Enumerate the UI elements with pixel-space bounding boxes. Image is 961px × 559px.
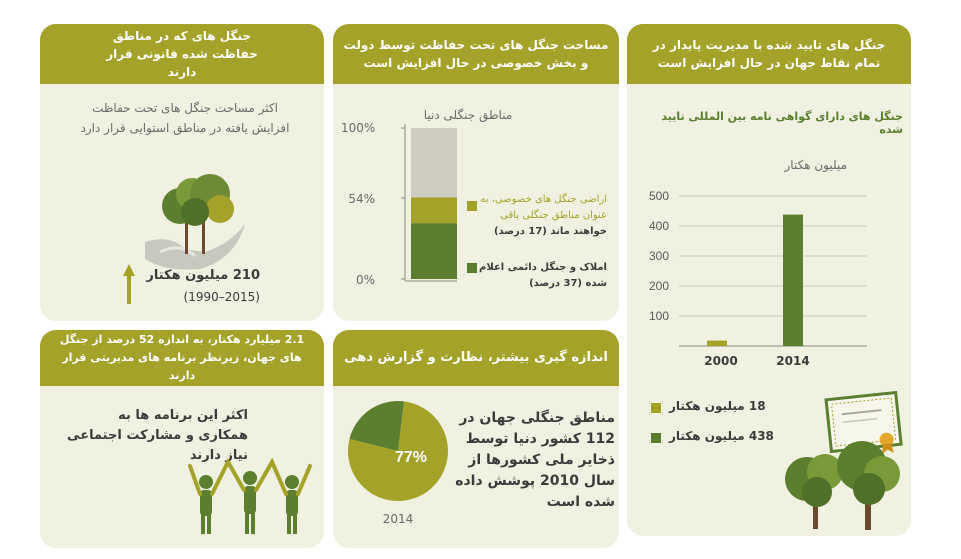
management-panel	[40, 330, 324, 548]
ytick-label: 300	[648, 249, 670, 263]
ytick-label: 200	[648, 279, 670, 293]
legend-2000: 18 میلیون هکتار	[669, 399, 766, 413]
xtick-2014: 2014	[776, 354, 810, 368]
protected-areas-panel	[40, 24, 324, 321]
bar-segment-permanent	[411, 223, 457, 279]
legend-swatch-private	[467, 201, 477, 211]
legend-permanent: املاک و جنگل دائمی اعلام شده (37 درصد)	[479, 262, 607, 289]
bar-2000	[707, 341, 727, 346]
protected-areas-header: جنگل های که در مناطق حفاظت شده قانونی قرار دارند	[40, 24, 324, 84]
xtick-2000: 2000	[704, 354, 738, 368]
legend-swatch-2000	[651, 403, 661, 413]
stacked-ytick: 54%	[348, 192, 375, 206]
protected-value: 210 میلیون هکتار	[146, 268, 260, 283]
people-holding-hands-icon	[186, 448, 316, 540]
pie-label: 77%	[394, 449, 428, 466]
ytick-label: 100	[648, 309, 670, 323]
bar-segment-private	[411, 197, 457, 223]
bar-segment-other	[411, 128, 457, 197]
legend-swatch-2014	[651, 433, 661, 443]
monitoring-header: اندازه گیری بیشتر، نظارت و گزارش دهی	[333, 330, 619, 386]
legend-2014: 438 میلیون هکتار	[669, 429, 774, 443]
certified-bar-chart	[637, 174, 867, 374]
stacked-ytick: 0%	[355, 273, 375, 287]
protected-period: (1990–2015)	[183, 290, 260, 304]
management-header: 2.1 میلیارد هکتار، به اندازه 52 درصد از جنگل های جهان، زیرنظر برنامه های مدیریتی قرار دارند	[40, 330, 324, 386]
trees-icon	[777, 434, 907, 534]
monitoring-panel	[333, 330, 619, 548]
ownership-header: مساحت جنگل های تحت حفاظت توسط دولت و بخش خصوصی در حال افزایش است	[333, 24, 619, 84]
coverage-pie-chart	[345, 398, 451, 504]
protected-text: اکثر مساحت جنگل های تحت حفاظت افزایش یافته در مناطق استوایی قرار دارد	[80, 101, 290, 135]
chart-title: مناطق جنگلی دنیا	[423, 108, 513, 122]
ytick-label: 400	[648, 219, 670, 233]
certified-panel	[627, 24, 911, 536]
certified-subtitle: جنگل های دارای گواهی نامه بین المللی تایید شده	[661, 110, 903, 136]
legend-private: اراضی جنگل های خصوصی، به عنوان مناطق جنگلی باقی خواهند ماند (17 درصد)	[480, 194, 607, 237]
pie-year: 2014	[382, 512, 414, 526]
stacked-ytick: 100%	[341, 121, 376, 135]
stacked-bar-chart	[375, 124, 457, 284]
monitoring-text: مناطق جنگلی جهان در 112 کشور دنیا توسط ذخایر ملی کشورها از سال 2010 پوشش داده شده است	[455, 410, 615, 510]
up-arrow-icon	[123, 264, 135, 304]
certified-header: جنگل های تایید شده با مدیریت پایدار در تمام نقاط جهان در حال افزایش است	[627, 24, 911, 84]
bar-2014	[783, 215, 803, 346]
ytick-label: 500	[648, 189, 670, 203]
ownership-panel	[333, 24, 619, 321]
chart-unit: میلیون هکتار	[784, 158, 847, 172]
tree-in-hands-icon	[140, 164, 250, 279]
management-text: اکثر این برنامه ها به همکاری و مشارکت اجتماعی نیاز دارند	[67, 408, 248, 463]
legend-swatch-permanent	[467, 263, 477, 273]
